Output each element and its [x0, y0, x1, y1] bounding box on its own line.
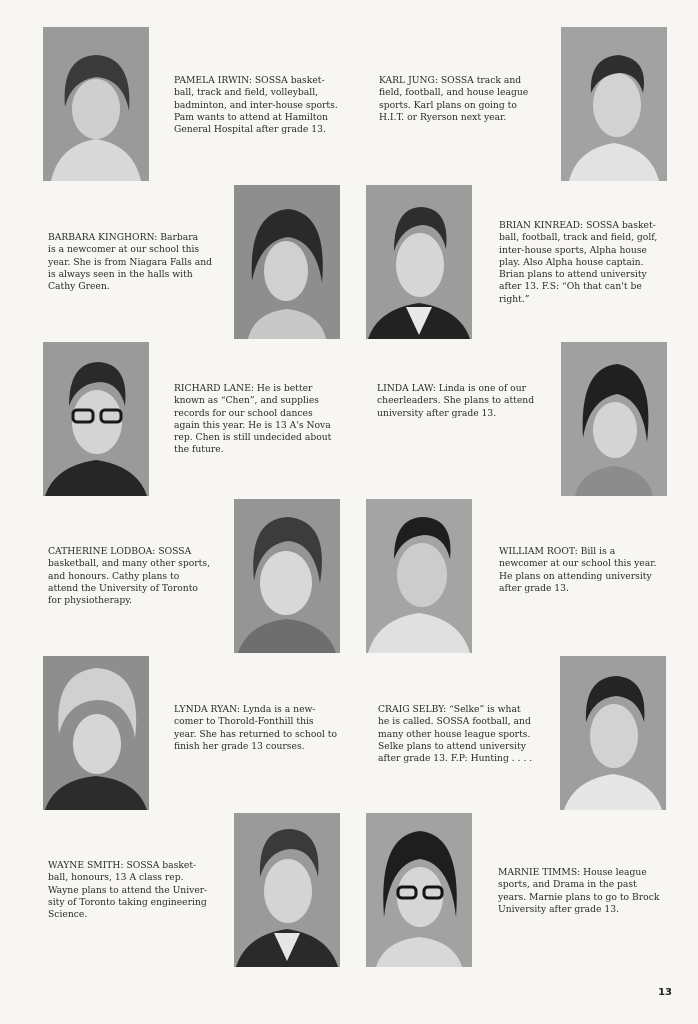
portrait-photo-marnie-timms [366, 813, 472, 967]
portrait-photo-brian-kinread [366, 185, 472, 339]
portrait-photo-linda-law [561, 342, 667, 496]
portrait-photo-wayne-smith [234, 813, 340, 967]
caption-karl-jung: KARL JUNG: SOSSA track and field, football, and house league sports. Karl plans on going to H.I.T. or Ryerson next year. [379, 75, 529, 123]
portrait-photo-karl-jung [561, 27, 667, 181]
portrait-silhouette-icon [366, 813, 472, 967]
page-number: 13 [658, 987, 672, 998]
portrait-photo-craig-selby [560, 656, 666, 810]
portrait-silhouette-icon [234, 499, 340, 653]
portrait-photo-william-root [366, 499, 472, 653]
portrait-silhouette-icon [43, 656, 149, 810]
portrait-silhouette-icon [234, 813, 340, 967]
portrait-silhouette-icon [234, 185, 340, 339]
caption-catherine-lodboa: CATHERINE LODBOA: SOSSA basketball, and many other sports, and honours. Cathy plans to attend the University of Toronto for physiotherapy. [48, 546, 210, 607]
portrait-photo-richard-lane [43, 342, 149, 496]
portrait-silhouette-icon [366, 185, 472, 339]
portrait-silhouette-icon [561, 342, 667, 496]
portrait-silhouette-icon [366, 499, 472, 653]
portrait-photo-lynda-ryan [43, 656, 149, 810]
portrait-silhouette-icon [561, 27, 667, 181]
caption-linda-law: LINDA LAW: Linda is one of our cheerleaders. She plans to attend university after grade 13. [377, 383, 535, 419]
portrait-photo-pamela-irwin [43, 27, 149, 181]
portrait-silhouette-icon [43, 342, 149, 496]
caption-richard-lane: RICHARD LANE: He is better known as “Chen”, and supplies records for our school dances again this year. He is 13 A's Nova rep. Chen is still undecided about the future. [174, 383, 332, 456]
caption-marnie-timms: MARNIE TIMMS: House league sports, and Drama in the past years. Marnie plans to go to Brock University after grade 13. [498, 867, 660, 915]
caption-william-root: WILLIAM ROOT: Bill is a newcomer at our school this year. He plans on attending university after grade 13. [499, 546, 657, 594]
caption-pamela-irwin: PAMELA IRWIN: SOSSA basket- ball, track and field, volleyball, badminton, and inter-house sports. Pam wants to attend at Hamilton General Hospital after grade 13. [174, 75, 338, 136]
caption-barbara-kinghorn: BARBARA KINGHORN: Barbara is a newcomer at our school this year. She is from Niagara Falls and is always seen in the halls with Cathy Green. [48, 232, 213, 293]
portrait-silhouette-icon [560, 656, 666, 810]
caption-wayne-smith: WAYNE SMITH: SOSSA basket- ball, honours, 13 A class rep. Wayne plans to attend the Univer- sity of Toronto taking engineering Science. [48, 860, 208, 921]
portrait-photo-catherine-lodboa [234, 499, 340, 653]
caption-craig-selby: CRAIG SELBY: “Selke” is what he is called. SOSSA football, and many other house league sports. Selke plans to attend university after grade 13. F.P: Hunting . . . . [378, 704, 533, 765]
caption-lynda-ryan: LYNDA RYAN: Lynda is a new- comer to Thorold-Fonthill this year. She has returned to school to finish her grade 13 courses. [174, 704, 337, 752]
portrait-silhouette-icon [43, 27, 149, 181]
portrait-photo-barbara-kinghorn [234, 185, 340, 339]
caption-brian-kinread: BRIAN KINREAD: SOSSA basket- ball, football, track and field, golf, inter-house sports, Alpha house play. Also Alpha house captain. Brian plans to attend university after 13. F.S: “Oh that can't be right.” [499, 220, 658, 305]
